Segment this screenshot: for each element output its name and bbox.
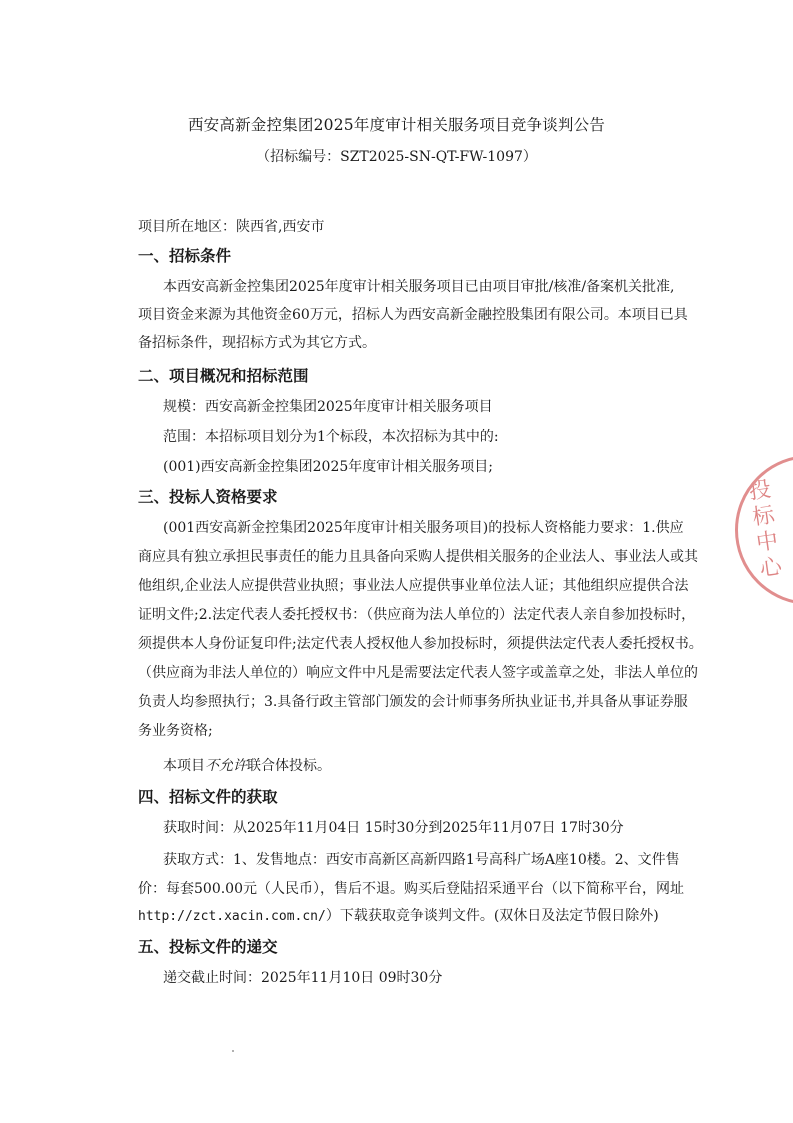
section2-line: 范围：本招标项目划分为1个标段，本次招标为其中的: [163, 429, 499, 445]
acquisition-time: 获取时间：从2025年11月04日 15时30分到2025年11月07日 17时30分 [163, 820, 624, 836]
section3-heading: 三、投标人资格要求 [138, 487, 278, 506]
section3-line: (001西安高新金控集团2025年度审计相关服务项目)的投标人资格能力要求：1.供应 [163, 520, 684, 536]
section3-line: 务业务资格; [138, 723, 213, 739]
section3-line: 负责人均参照执行；3.具备行政主管部门颁发的会计师事务所执业证书,并具备从事证券服 [138, 694, 688, 710]
tender-number: （招标编号：SZT2025-SN-QT-FW-1097） [256, 149, 537, 165]
document-title: 西安高新金控集团2025年度审计相关服务项目竞争谈判公告 [187, 116, 606, 134]
project-region: 项目所在地区：陕西省,西安市 [138, 219, 325, 235]
section2-line: (001)西安高新金控集团2025年度审计相关服务项目; [163, 459, 493, 475]
acquisition-url-line [138, 906, 659, 927]
section3-line: 他组织,企业法人应提供营业执照；事业法人应提供事业单位法人证；其他组织应提供合法 [138, 578, 689, 594]
section3-line: 须提供本人身份证复印件;法定代表人授权他人参加投标时，须提供法定代表人委托授权书。 [138, 636, 703, 652]
section4-heading: 四、招标文件的获取 [138, 787, 278, 806]
scan-artifact [232, 1050, 234, 1052]
section3-line: 商应具有独立承担民事责任的能力且具备向采购人提供相关服务的企业法人、事业法人或其 [138, 549, 698, 565]
section1-line: 本西安高新金控集团2025年度审计相关服务项目已由项目审批/核准/备案机关批准, [163, 279, 675, 295]
section3-line: （供应商为非法人单位的）响应文件中凡是需要法定代表人签字或盖章之处，非法人单位的 [138, 665, 698, 681]
official-seal [735, 455, 793, 605]
section5-heading: 五、投标文件的递交 [138, 937, 278, 956]
consortium-statement [163, 756, 331, 776]
section2-heading: 二、项目概况和招标范围 [138, 366, 309, 385]
acquisition-method-line: 价：每套500.00元（人民币），售后不退。购买后登陆招采通平台（以下简称平台，网址 [138, 881, 684, 897]
url-suffix: ）下载获取竞争谈判文件。(双休日及法定节假日除外) [325, 908, 659, 924]
consortium-value: 不允许 [205, 758, 247, 774]
consortium-prefix: 本项目 [163, 758, 205, 774]
section1-line: 备招标条件，现招标方式为其它方式。 [138, 335, 376, 351]
seal-text: 投标中心 [743, 476, 784, 584]
section3-line: 证明文件;2.法定代表人委托授权书：（供应商为法人单位的）法定代表人亲自参加投标时， [138, 607, 696, 623]
section1-line: 项目资金来源为其他资金60万元，招标人为西安高新金融控股集团有限公司。本项目已具 [138, 307, 688, 323]
consortium-suffix: 联合体投标。 [247, 758, 331, 774]
submission-deadline: 递交截止时间：2025年11月10日 09时30分 [163, 970, 443, 986]
platform-url[interactable]: http://zct.xacin.com.cn/ [138, 909, 326, 924]
acquisition-method-line: 获取方式：1、发售地点：西安市高新区高新四路1号高科广场A座10楼。2、文件售 [163, 852, 680, 868]
section2-line: 规模：西安高新金控集团2025年度审计相关服务项目 [163, 399, 493, 415]
section1-heading: 一、招标条件 [138, 246, 232, 265]
